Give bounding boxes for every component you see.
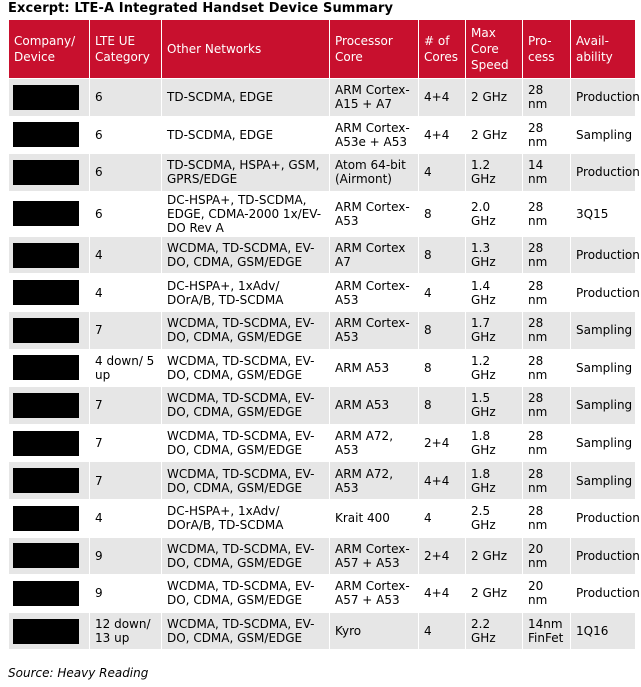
table-cell: 1.3 GHz [466,236,523,274]
table-row [9,116,636,154]
table-cell: WCDMA, TD-SCDMA, EV-DO, CDMA, GSM/EDGE [162,612,330,650]
table-cell: 28 nm [523,387,571,425]
table-cell: WCDMA, TD-SCDMA, EV-DO, CDMA, GSM/EDGE [162,387,330,425]
table-cell: ARM Cortex-A57 + A53 [330,537,419,575]
company-device-cell [9,612,90,650]
table-cell: WCDMA, TD-SCDMA, EV-DO, CDMA, GSM/EDGE [162,575,330,613]
redacted-name-block [13,85,79,110]
table-cell: ARM A53 [330,387,419,425]
table-cell: ARM A53 [330,349,419,387]
table-cell: Production [571,274,636,312]
column-header: Avail-ability [571,20,636,79]
redacted-name-block [13,543,79,568]
table-cell: WCDMA, TD-SCDMA, EV-DO, CDMA, GSM/EDGE [162,424,330,462]
table-cell: Production [571,537,636,575]
table-row [9,79,636,117]
company-device-cell [9,311,90,349]
table-cell: 9 [90,575,162,613]
table-cell: 7 [90,424,162,462]
company-device-cell [9,349,90,387]
table-cell: ARM Cortex-A53e + A53 [330,116,419,154]
table-cell: 2 GHz [466,79,523,117]
table-cell: 4 [419,499,466,537]
company-device-cell [9,462,90,500]
company-device-cell [9,116,90,154]
column-header: LTE UE Category [90,20,162,79]
table-cell: 28 nm [523,311,571,349]
table-cell: 12 down/ 13 up [90,612,162,650]
table-cell: 4+4 [419,79,466,117]
table-cell: 28 nm [523,116,571,154]
table-cell: 4 [90,499,162,537]
table-cell: 7 [90,462,162,500]
table-cell: ARM Cortex-A53 [330,311,419,349]
table-cell: 2 GHz [466,116,523,154]
table-cell: ARM Cortex-A57 + A53 [330,575,419,613]
table-cell: ARM A72, A53 [330,462,419,500]
table-cell: 2.5 GHz [466,499,523,537]
column-header: Other Networks [162,20,330,79]
table-cell: Krait 400 [330,499,419,537]
table-cell: 1.2 GHz [466,349,523,387]
table-cell: Sampling [571,116,636,154]
table-cell: 28 nm [523,274,571,312]
table-row [9,575,636,613]
table-cell: TD-SCDMA, EDGE [162,116,330,154]
redacted-name-block [13,160,79,185]
table-cell: 28 nm [523,462,571,500]
redacted-name-block [13,201,79,226]
table-cell: 20 nm [523,575,571,613]
table-cell: 1Q16 [571,612,636,650]
table-row [9,499,636,537]
table-cell: 4 down/ 5 up [90,349,162,387]
table-cell: DC-HSPA+, TD-SCDMA, EDGE, CDMA-2000 1x/EV-DO Rev A [162,191,330,236]
table-row [9,236,636,274]
table-cell: 8 [419,236,466,274]
table-cell: 2.0 GHz [466,191,523,236]
table-cell: DC-HSPA+, 1xAdv/ DOrA/B, TD-SCDMA [162,274,330,312]
table-cell: 4 [419,274,466,312]
redacted-name-block [13,318,79,343]
table-cell: 2+4 [419,424,466,462]
table-title: Excerpt: LTE-A Integrated Handset Device Summary [8,1,394,16]
redacted-name-block [13,468,79,493]
table-cell: 4+4 [419,462,466,500]
table-row [9,387,636,425]
table-row [9,462,636,500]
redacted-name-block [13,619,79,644]
table-cell: Sampling [571,311,636,349]
column-header: Pro-cess [523,20,571,79]
table-cell: 6 [90,79,162,117]
table-row [9,191,636,236]
table-cell: Production [571,236,636,274]
column-header: Company/ Device [9,20,90,79]
table-cell: 1.8 GHz [466,462,523,500]
source-note: Source: Heavy Reading [8,666,149,680]
company-device-cell [9,537,90,575]
company-device-cell [9,499,90,537]
company-device-cell [9,79,90,117]
redacted-name-block [13,355,79,380]
table-cell: WCDMA, TD-SCDMA, EV-DO, CDMA, GSM/EDGE [162,462,330,500]
table-cell: 4 [419,612,466,650]
table-cell: ARM Cortex A7 [330,236,419,274]
table-cell: 4 [419,154,466,192]
company-device-cell [9,236,90,274]
table-cell: WCDMA, TD-SCDMA, EV-DO, CDMA, GSM/EDGE [162,349,330,387]
table-cell: 4 [90,274,162,312]
company-device-cell [9,387,90,425]
table-cell: Production [571,79,636,117]
table-row [9,154,636,192]
table-cell: 6 [90,191,162,236]
redacted-name-block [13,122,79,147]
table-cell: 4+4 [419,575,466,613]
header-row [9,20,636,79]
table-cell: Sampling [571,387,636,425]
redacted-name-block [13,280,79,305]
table-cell: WCDMA, TD-SCDMA, EV-DO, CDMA, GSM/EDGE [162,311,330,349]
table-cell: 28 nm [523,191,571,236]
table-cell: 8 [419,311,466,349]
table-row [9,274,636,312]
table-cell: 7 [90,311,162,349]
table-cell: Production [571,154,636,192]
table-row [9,349,636,387]
table-cell: 1.2 GHz [466,154,523,192]
table-cell: WCDMA, TD-SCDMA, EV-DO, CDMA, GSM/EDGE [162,236,330,274]
table-cell: ARM Cortex-A53 [330,191,419,236]
table-cell: WCDMA, TD-SCDMA, EV-DO, CDMA, GSM/EDGE [162,537,330,575]
table-cell: 2 GHz [466,575,523,613]
table-cell: 7 [90,387,162,425]
table-cell: 4 [90,236,162,274]
table-cell: 28 nm [523,499,571,537]
table-cell: DC-HSPA+, 1xAdv/ DOrA/B, TD-SCDMA [162,499,330,537]
table-row [9,537,636,575]
company-device-cell [9,575,90,613]
table-cell: TD-SCDMA, HSPA+, GSM, GPRS/EDGE [162,154,330,192]
redacted-name-block [13,243,79,268]
table-cell: 8 [419,191,466,236]
table-cell: 8 [419,387,466,425]
table-cell: 2.2 GHz [466,612,523,650]
table-cell: 14nm FinFet [523,612,571,650]
table-cell: Production [571,499,636,537]
redacted-name-block [13,393,79,418]
table-cell: 20 nm [523,537,571,575]
table-cell: 6 [90,116,162,154]
table-cell: 6 [90,154,162,192]
device-summary-table [8,19,640,650]
table-cell: Sampling [571,424,636,462]
table-cell: 28 nm [523,349,571,387]
table-row [9,612,636,650]
table-cell: 28 nm [523,79,571,117]
table-cell: 2 GHz [466,537,523,575]
table-cell: 28 nm [523,236,571,274]
table-cell: 1.4 GHz [466,274,523,312]
company-device-cell [9,191,90,236]
column-header: # of Cores [419,20,466,79]
table-cell: 8 [419,349,466,387]
table-row [9,311,636,349]
column-header: Processor Core [330,20,419,79]
table-cell: ARM Cortex-A53 [330,274,419,312]
redacted-name-block [13,431,79,456]
table-cell: Atom 64-bit (Airmont) [330,154,419,192]
table-cell: 14 nm [523,154,571,192]
redacted-name-block [13,581,79,606]
table-row [9,424,636,462]
table-cell: Sampling [571,462,636,500]
table-cell: Production [571,575,636,613]
table-cell: 2+4 [419,537,466,575]
company-device-cell [9,274,90,312]
table-cell: ARM A72, A53 [330,424,419,462]
table-cell: 1.7 GHz [466,311,523,349]
table-cell: ARM Cortex-A15 + A7 [330,79,419,117]
redacted-name-block [13,506,79,531]
table-cell: 1.8 GHz [466,424,523,462]
table-cell: 3Q15 [571,191,636,236]
table-cell: Sampling [571,349,636,387]
table-cell: Kyro [330,612,419,650]
company-device-cell [9,424,90,462]
table-cell: 1.5 GHz [466,387,523,425]
table-cell: 28 nm [523,424,571,462]
company-device-cell [9,154,90,192]
column-header: Max Core Speed [466,20,523,79]
table-body [9,79,640,650]
table-cell: 9 [90,537,162,575]
table-cell: TD-SCDMA, EDGE [162,79,330,117]
table-cell: 4+4 [419,116,466,154]
